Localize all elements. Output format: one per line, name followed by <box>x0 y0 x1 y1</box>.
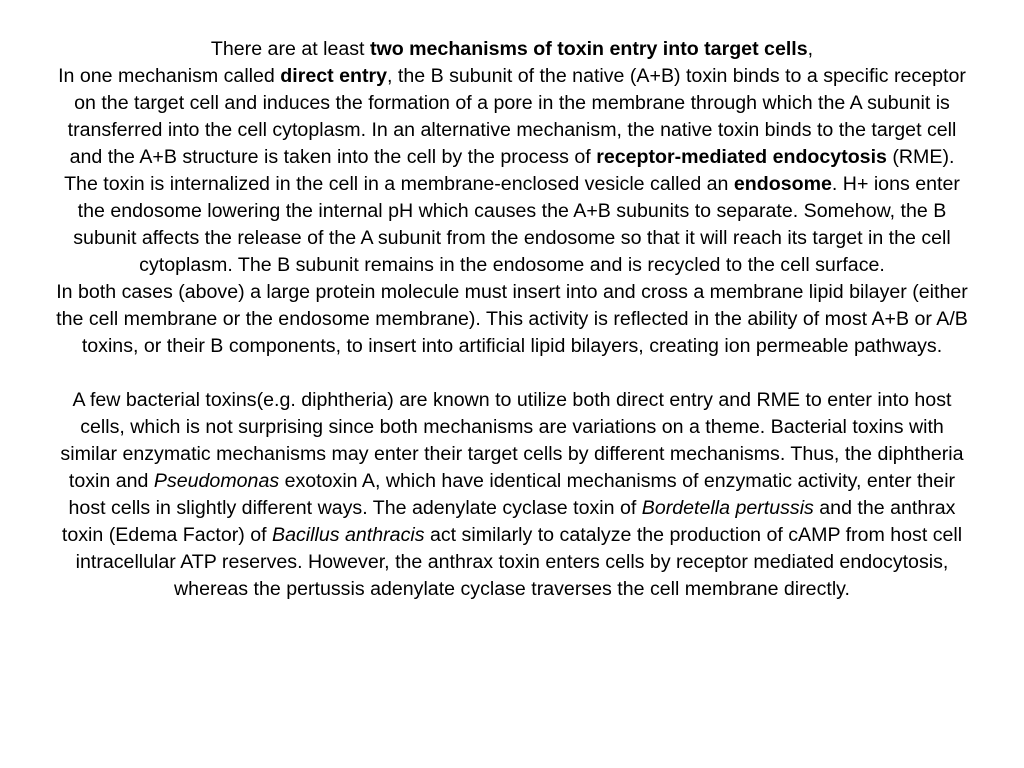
italic-bordetella-pertussis: Bordetella pertussis <box>641 497 814 519</box>
intro-bold-mechanisms: two mechanisms of toxin entry into target cells <box>369 38 808 60</box>
bold-receptor-mediated-endocytosis: receptor-mediated endocytosis <box>596 146 887 168</box>
bacterial-text-2: exotoxin A, which have identical mechanisms of enzymatic activity, enter their host cells in slightly different ways. The adenylate cyclase toxin of <box>68 470 956 519</box>
bacterial-text-3: and the anthrax toxin (Edema Factor) of <box>61 497 956 546</box>
intro-comma: , <box>807 38 814 60</box>
bacterial-text-1: A few bacterial toxins(e.g. diphtheria) are known to utilize both direct entry and RME to enter into host cells, which is not surprising since both mechanisms are variations on a theme. Bacterial toxins with similar enzymatic mechanisms may enter their target cells by different mechanisms. Thus, the diphtheria toxin and <box>60 389 964 492</box>
paragraph-spacer <box>52 360 972 387</box>
direct-entry-text-3: (RME). The toxin is internalized in the cell in a membrane-enclosed vesicle called an <box>64 146 955 195</box>
italic-bacillus-anthracis: Bacillus anthracis <box>272 524 425 546</box>
italic-pseudomonas: Pseudomonas <box>153 470 280 492</box>
direct-entry-text-2: , the B subunit of the native (A+B) toxin binds to a specific receptor on the target cell and induces the formation of a pore in the membrane through which the A subunit is transferred into the cell cytoplasm. In an alternative mechanism, the native toxin binds to the target cell and the A+B structure is taken into the cell by the process of <box>67 65 966 168</box>
bacterial-toxins-paragraph <box>52 387 972 603</box>
bold-direct-entry: direct entry <box>280 65 387 87</box>
direct-entry-paragraph <box>52 63 972 279</box>
bold-endosome: endosome <box>733 173 832 195</box>
membrane-text: In both cases (above) a large protein molecule must insert into and cross a membrane lipid bilayer (either the cell membrane or the endosome membrane). This activity is reflected in the ability of most A+B or A/B toxins, or their B components, to insert into artificial lipid bilayers, creating ion permeable pathways. <box>56 281 968 357</box>
slide-text-body <box>52 36 972 603</box>
direct-entry-text-4: . H+ ions enter the endosome lowering the internal pH which causes the A+B subunits to separate. Somehow, the B subunit affects the release of the A subunit from the endosome so that it will reach its target in the cell cytoplasm. The B subunit remains in the endosome and is recycled to the cell surface. <box>73 173 960 276</box>
direct-entry-text-1: In one mechanism called <box>58 65 281 87</box>
intro-paragraph <box>52 36 972 63</box>
bacterial-text-4: act similarly to catalyze the production of cAMP from host cell intracellular ATP reserves. However, the anthrax toxin enters cells by receptor mediated endocytosis, whereas the pertussis adenylate cyclase traverses the cell membrane directly. <box>75 524 963 600</box>
intro-text: There are at least <box>210 38 370 60</box>
membrane-paragraph <box>52 279 972 360</box>
